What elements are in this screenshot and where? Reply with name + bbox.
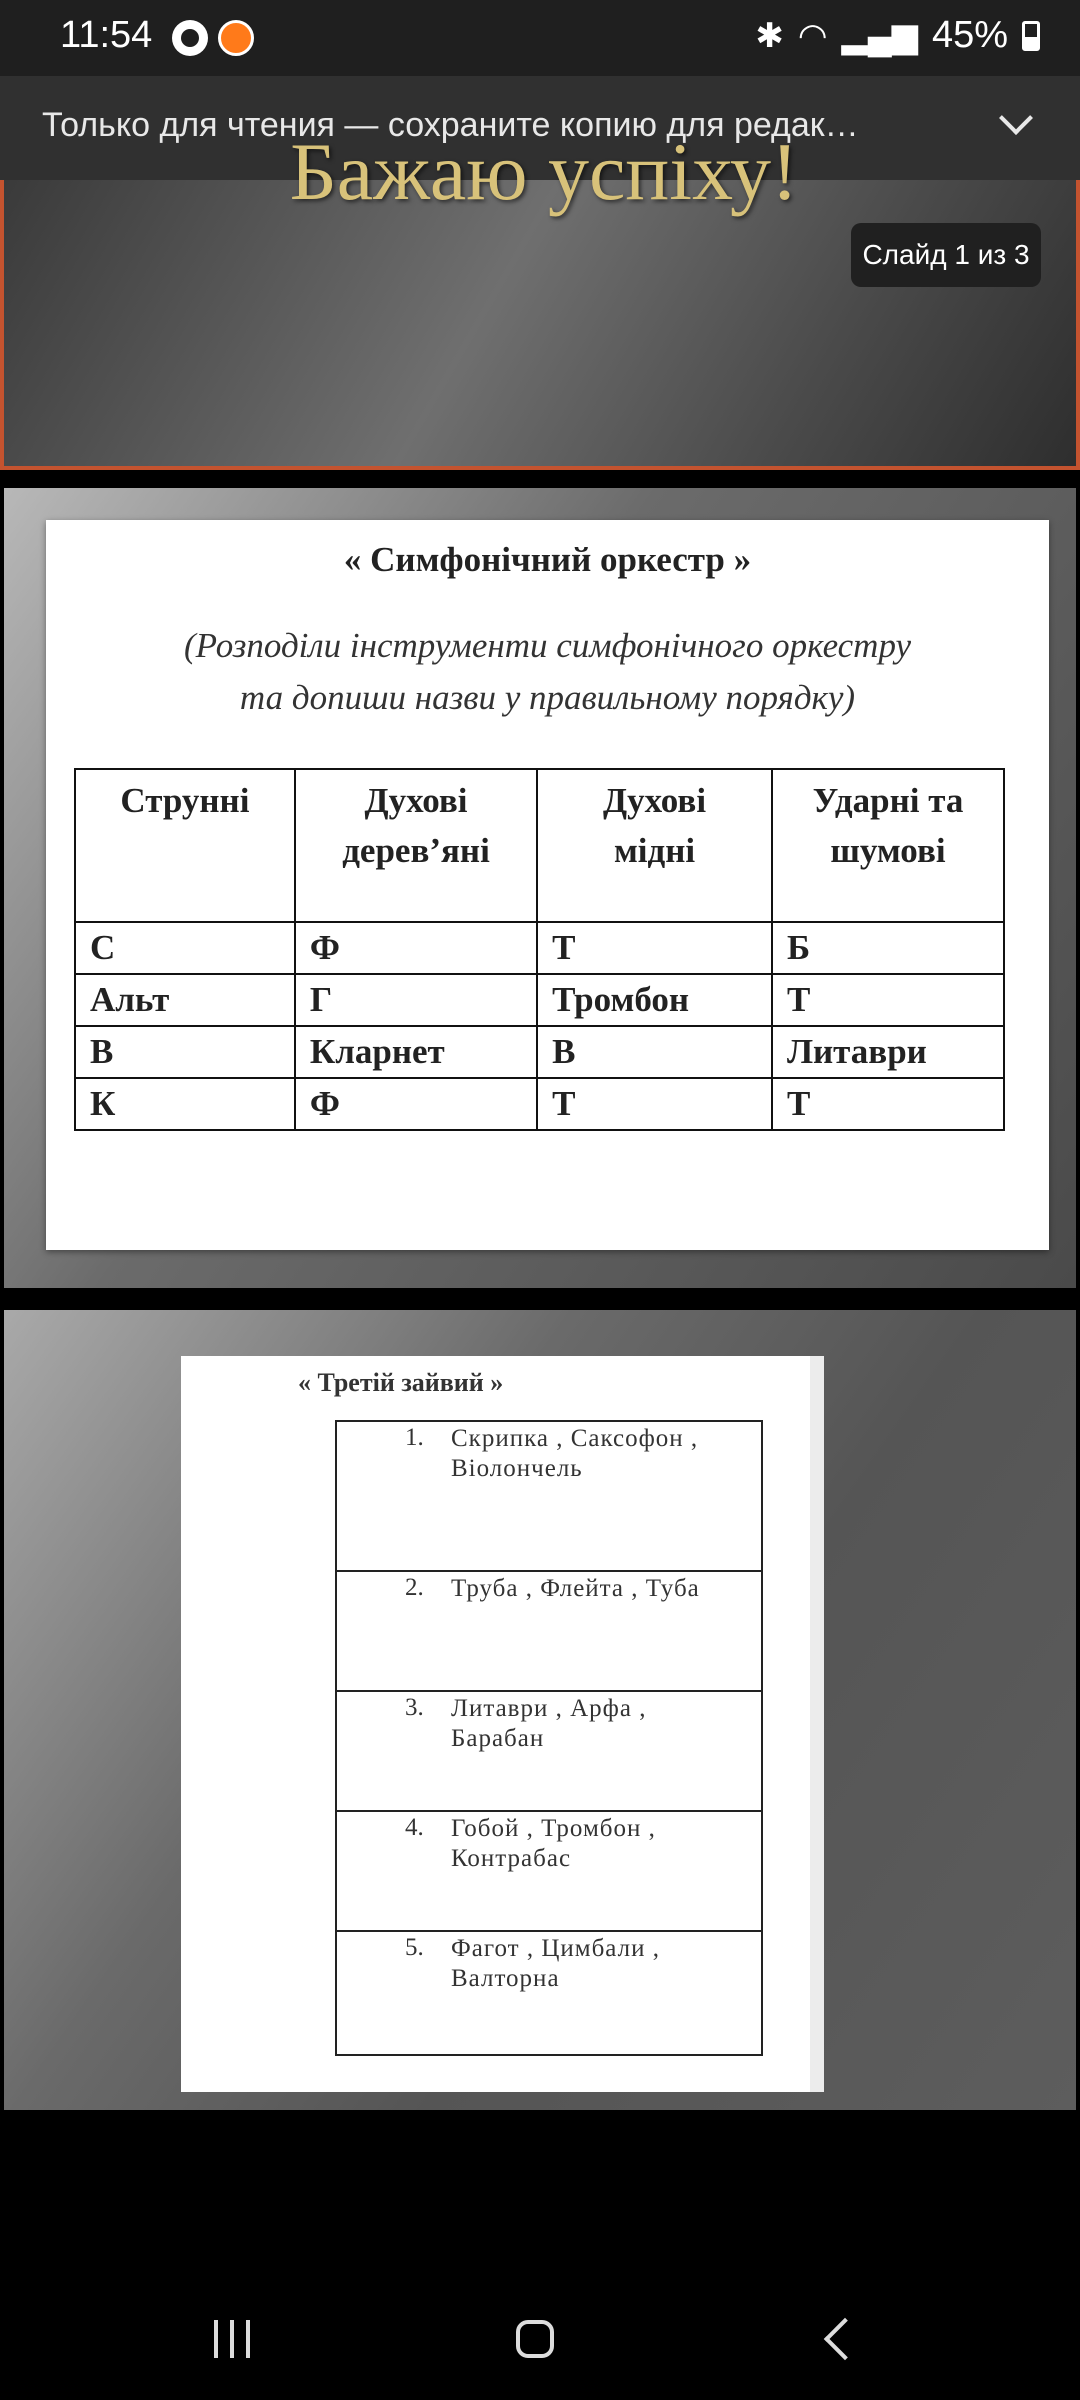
table-cell: Г: [295, 974, 537, 1026]
slide-3-title: « Третій зайвий »: [298, 1368, 504, 1397]
orchestra-table: [74, 768, 1005, 1131]
app-icon: [218, 20, 254, 56]
list-item: [337, 1572, 761, 1692]
navigation-bar: [0, 2270, 1080, 2400]
header-cell: Струнні: [75, 769, 295, 922]
instructions-line-2: та допиши назви у правильному порядку): [239, 678, 856, 717]
table-cell: Т: [772, 974, 1004, 1026]
table-cell: Ф: [295, 1078, 537, 1130]
table-cell: Т: [537, 922, 772, 974]
slide-2-content: [46, 520, 1049, 1250]
wifi-icon: ◠: [797, 16, 828, 55]
scrollbar[interactable]: [810, 1356, 824, 2092]
banner-text: Только для чтения — сохраните копию для редак…: [42, 106, 859, 144]
table-cell: Б: [772, 922, 1004, 974]
back-icon[interactable]: [824, 2318, 866, 2360]
odd-one-out-list: [335, 1420, 763, 2056]
table-cell: Ф: [295, 922, 537, 974]
list-item: [337, 1692, 761, 1812]
list-item-number: 3.: [405, 1694, 424, 1721]
table-cell: В: [537, 1026, 772, 1078]
list-item-number: 1.: [405, 1424, 424, 1451]
status-bar: [0, 0, 1080, 76]
list-item: [337, 1812, 761, 1932]
list-item-text: Труба , Флейта , Туба: [451, 1575, 700, 1602]
bluetooth-icon: ✱: [755, 16, 784, 55]
instructions-line-1: (Розподіли інструменти симфонічного оркестру: [183, 626, 912, 665]
table-cell: Т: [537, 1078, 772, 1130]
battery-icon: [1022, 21, 1040, 51]
table-cell: В: [75, 1026, 295, 1078]
status-time: 11:54: [60, 14, 153, 56]
header-cell: Духові мідні: [537, 769, 772, 922]
recent-apps-icon[interactable]: [214, 2320, 254, 2358]
table-cell: Литаври: [772, 1026, 1004, 1078]
slide-2[interactable]: [4, 488, 1076, 1288]
notification-icon: [172, 20, 208, 56]
slide-2-title: « Симфонічний оркестр »: [343, 540, 752, 579]
list-item-number: 4.: [405, 1814, 424, 1841]
table-header-row: [75, 769, 1004, 922]
list-item-text: Фагот , Цимбали , Валторна: [451, 1935, 660, 1992]
header-cell: Духові дерев’яні: [295, 769, 537, 922]
list-item: [337, 1932, 761, 2054]
table-row: [75, 1026, 1004, 1078]
home-icon[interactable]: [516, 2320, 554, 2358]
list-item-text: Литаври , Арфа , Барабан: [451, 1695, 647, 1752]
table-cell: Тромбон: [537, 974, 772, 1026]
table-row: [75, 974, 1004, 1026]
table-cell: К: [75, 1078, 295, 1130]
list-item-text: Гобой , Тромбон , Контрабас: [451, 1815, 656, 1872]
list-item: [337, 1422, 761, 1572]
table-row: [75, 1078, 1004, 1130]
battery-percent: 45%: [931, 14, 1008, 56]
table-cell: С: [75, 922, 295, 974]
table-cell: Альт: [75, 974, 295, 1026]
table-cell: Т: [772, 1078, 1004, 1130]
header-cell: Ударні та шумові: [772, 769, 1004, 922]
slide-3-content: [181, 1356, 824, 2092]
table-cell: Кларнет: [295, 1026, 537, 1078]
status-right: [755, 14, 1040, 57]
slide-2-instructions: [46, 620, 1049, 724]
list-item-number: 5.: [405, 1934, 424, 1961]
table-row: [75, 922, 1004, 974]
slide-1-title: Бажаю успіху!: [289, 126, 799, 217]
list-item-number: 2.: [405, 1574, 424, 1601]
signal-icon: ▂▄▆: [841, 16, 918, 55]
slide-3[interactable]: [4, 1310, 1076, 2110]
list-item-text: Скрипка , Саксофон , Віолончель: [451, 1425, 699, 1482]
slide-counter: Слайд 1 из 3: [851, 223, 1041, 287]
